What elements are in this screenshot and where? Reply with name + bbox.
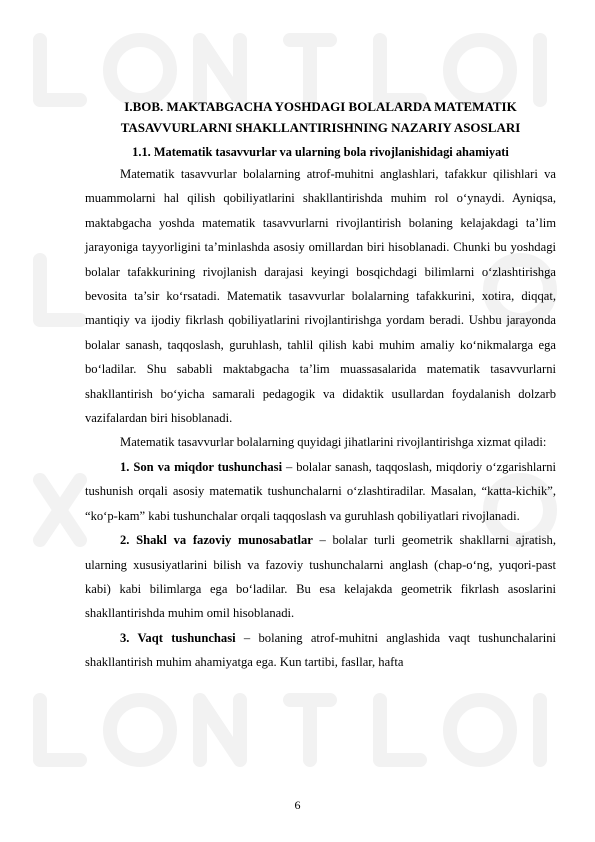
list-item-time xyxy=(85,626,556,675)
paragraph-intro: Matematik tasavvurlar bolalarning atrof-muhitni anglashlari, tafakkur qilishlari va muammolarni hal qilish qobiliyatlarini shakllantirishda muhim rol o‘ynaydi. Ayniqsa, maktabgacha yoshda matematik tasavvurlarni rivojlantirish bolaning kelajakdagi ta’lim jarayoniga tayyorligini ta’minlashda asosiy omillardan biri hisoblanadi. Chunki bu yoshdagi bolalar tafakkurining rivojlanish darajasi keyingi bosqichdagi bilimlarni o‘zlashtirishga bevosita ta’sir ko‘rsatadi. Matematik tasavvurlar bolalarning tafakkurini, xotira, diqqat, mantiqiy va ijodiy fikrlash qobiliyatlarini rivojlantirishga yordam beradi. Ushbu jarayonda bolalar sanash, taqqoslash, guruhlash, tahlil qilish kabi muhim amaliy ko‘nikmalarga ega bo‘ladilar. Shu sababli maktabgacha ta’lim muassasalarida matematik tasavvurlarni shakllantirish bo‘yicha samarali pedagogik va didaktik usullardan foydalanish dolzarb vazifalardan biri hisoblanadi. xyxy=(85,167,556,426)
list-item-shape-space xyxy=(85,528,556,626)
list-item-lead: 3. Vaqt tushunchasi xyxy=(120,630,236,645)
list-item-number-quantity xyxy=(85,455,556,528)
chapter-title-line-1: I.BOB. MAKTABGACHA YOSHDAGI BOLALARDA MATEMATIK xyxy=(124,99,517,114)
chapter-title xyxy=(85,96,556,138)
list-item-lead: 2. Shakl va fazoviy munosabatlar xyxy=(120,533,313,548)
page-number: 6 xyxy=(294,798,301,812)
list-item-text: – bolalar sanash, taqqoslash, miqdoriy o‘zgarishlarni tushunish orqali asosiy matematik tushunchalarni o‘zlashtiradilar. Masalan, “katta-kichik”, “ko‘p-kam” kabi tushunchalar orqali taqqoslash va guruhlash qobiliyatlari rivojlanadi. xyxy=(85,459,556,523)
list-item-text: – bolalar turli geometrik shakllarni ajratish, ularning xususiyatlarini bilish va fazoviy tushunchalarni anglash (chap-o‘ng, yuqori-past kabi) kabi bilimlarga ega bo‘ladilar. Bu esa kelajakda geometrik fikrlash asoslarini shakllantirishda muhim omil hisoblanadi. xyxy=(85,533,556,621)
paragraph-list-intro: Matematik tasavvurlar bolalarning quyidagi jihatlarini rivojlantirishga xizmat qiladi: xyxy=(120,435,547,450)
list-item-text: – bolaning atrof-muhitni anglashida vaqt tushunchalarini shakllantirish muhim ahamiyatga ega. Kun tartibi, fasllar, hafta xyxy=(85,630,556,670)
section-title: 1.1. Matematik tasavvurlar va ularning bola rivojlanishidagi ahamiyati xyxy=(132,145,509,159)
list-item-lead: 1. Son va miqdor tushunchasi xyxy=(120,459,283,474)
document-body xyxy=(85,96,556,675)
chapter-title-line-2: TASAVVURLARNI SHAKLLANTIRISHNING NAZARIY ASOSLARI xyxy=(120,120,521,135)
